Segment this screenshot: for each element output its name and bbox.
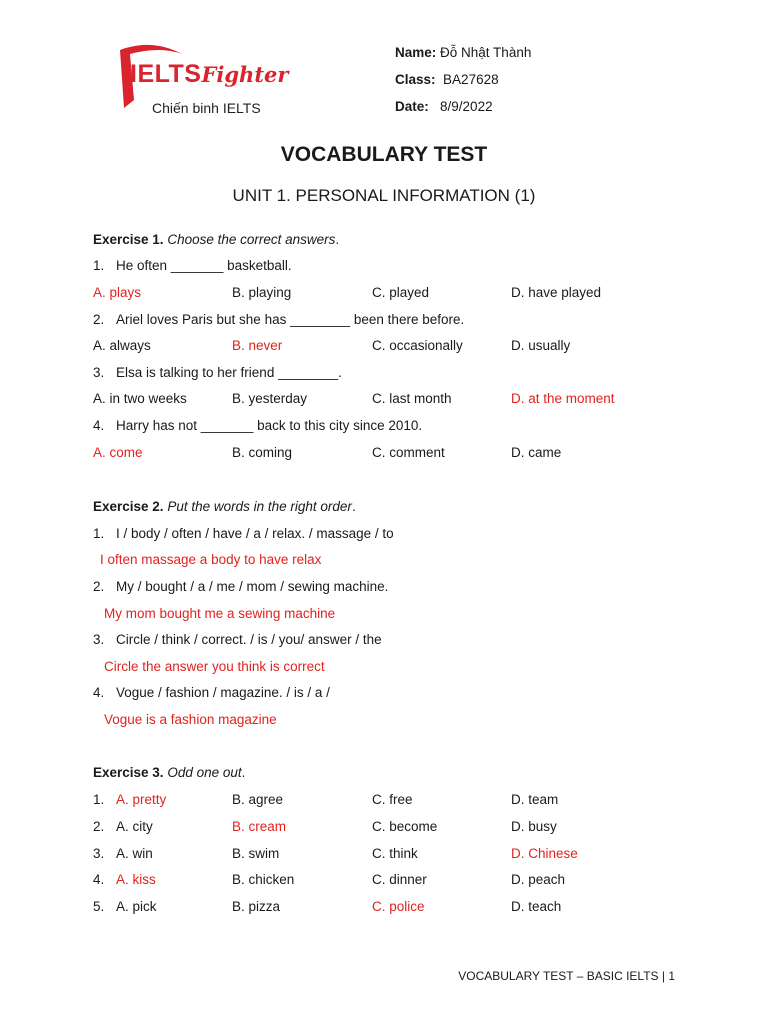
answer-option: D. at the moment [511,391,615,406]
name-value: Đỗ Nhật Thành [440,45,532,60]
question-number: 3. [93,365,105,380]
odd-one-out-option: A. pick [116,899,157,914]
odd-one-out-option: C. dinner [372,872,427,887]
odd-one-out-option: B. chicken [232,872,295,887]
odd-one-out-option: B. agree [232,792,284,807]
answer-option: D. usually [511,338,571,353]
date-label: Date: [395,99,429,114]
odd-one-out-option: C. free [372,792,413,807]
odd-one-out-option: C. become [372,819,438,834]
odd-one-out-option: D. busy [511,819,557,834]
answer-option: A. always [93,338,151,353]
odd-one-out-number: 5. [93,899,105,914]
answer-option: C. last month [372,391,452,406]
item-number: 1. [93,526,105,541]
written-answer: I often massage a body to have relax [100,552,322,567]
answer-option: A. in two weeks [93,391,187,406]
question-text: Ariel loves Paris but she has ________ been there before. [116,312,465,327]
odd-one-out-option: A. city [116,819,153,834]
odd-one-out-number: 3. [93,846,105,861]
exercise-3-label: Exercise 3. [93,765,164,780]
odd-one-out-option: A. win [116,846,153,861]
ielts-fighter-logo [112,40,312,120]
odd-one-out-option: C. think [372,846,418,861]
class-value: BA27628 [443,72,499,87]
exercise-2-heading: Exercise 2. Put the words in the right order. [93,499,356,514]
word-order-item-1 [93,526,394,541]
class-label: Class: [395,72,436,87]
logo-ielts-text: IELTS [130,60,202,88]
exercise-2-instruction: Put the words in the right order [167,499,352,514]
scrambled-words: Circle / think / correct. / is / you/ answer / the [116,632,382,647]
exercise-3-instruction: Odd one out [167,765,242,780]
odd-one-out-option: D. team [511,792,559,807]
answer-option: A. come [93,445,143,460]
odd-one-out-option: C. police [372,899,425,914]
question-text: Elsa is talking to her friend ________. [116,365,342,380]
student-class-line [395,72,499,87]
scrambled-words: Vogue / fashion / magazine. / is / a / [116,685,330,700]
item-number: 4. [93,685,105,700]
odd-one-out-option: A. pretty [116,792,167,807]
question-2 [93,312,464,327]
odd-one-out-number: 4. [93,872,105,887]
written-answer: Circle the answer you think is correct [104,659,325,674]
exercise-2-label: Exercise 2. [93,499,164,514]
exercise-1-heading: Exercise 1. Choose the correct answers. [93,232,340,247]
exercise-3-heading: Exercise 3. Odd one out. [93,765,246,780]
odd-one-out-option: A. kiss [116,872,156,887]
word-order-item-3 [93,632,382,647]
question-text: He often _______ basketball. [116,258,292,273]
test-date-line [395,99,493,114]
answer-option: B. yesterday [232,391,308,406]
answer-option: C. comment [372,445,445,460]
scrambled-words: My / bought / a / me / mom / sewing machine. [116,579,389,594]
odd-one-out-option: D. teach [511,899,562,914]
name-label: Name: [395,45,437,60]
question-3 [93,365,342,380]
question-4 [93,418,422,433]
word-order-item-4 [93,685,330,700]
date-value: 8/9/2022 [440,99,493,114]
answer-option: B. never [232,338,283,353]
answer-option: C. played [372,285,430,300]
odd-one-out-option: B. swim [232,846,280,861]
exercise-1-label: Exercise 1. [93,232,164,247]
odd-one-out-option: B. pizza [232,899,281,914]
item-number: 3. [93,632,105,647]
page-subtitle: UNIT 1. PERSONAL INFORMATION (1) [232,186,536,205]
answer-option: D. came [511,445,562,460]
question-number: 4. [93,418,105,433]
answer-option: D. have played [511,285,602,300]
logo-fighter-text: Fighter [201,62,289,87]
question-number: 2. [93,312,105,327]
answer-option: B. playing [232,285,292,300]
exercise-1-instruction: Choose the correct answers [167,232,336,247]
answer-option: B. coming [232,445,293,460]
odd-one-out-option: D. Chinese [511,846,578,861]
odd-one-out-number: 2. [93,819,105,834]
answer-option: C. occasionally [372,338,463,353]
student-name-line [395,45,531,60]
written-answer: Vogue is a fashion magazine [104,712,277,727]
question-number: 1. [93,258,105,273]
written-answer: My mom bought me a sewing machine [104,606,336,621]
item-number: 2. [93,579,105,594]
odd-one-out-option: B. cream [232,819,287,834]
odd-one-out-option: D. peach [511,872,566,887]
page-title: VOCABULARY TEST [280,143,488,166]
answer-option: A. plays [93,285,142,300]
odd-one-out-number: 1. [93,792,105,807]
question-1 [93,258,292,273]
scrambled-words: I / body / often / have / a / relax. / massage / to [116,526,394,541]
word-order-item-2 [93,579,388,594]
logo-tagline: Chiến binh IELTS [152,100,261,116]
question-text: Harry has not _______ back to this city since 2010. [116,418,423,433]
page-footer: VOCABULARY TEST – BASIC IELTS | 1 [458,969,675,983]
